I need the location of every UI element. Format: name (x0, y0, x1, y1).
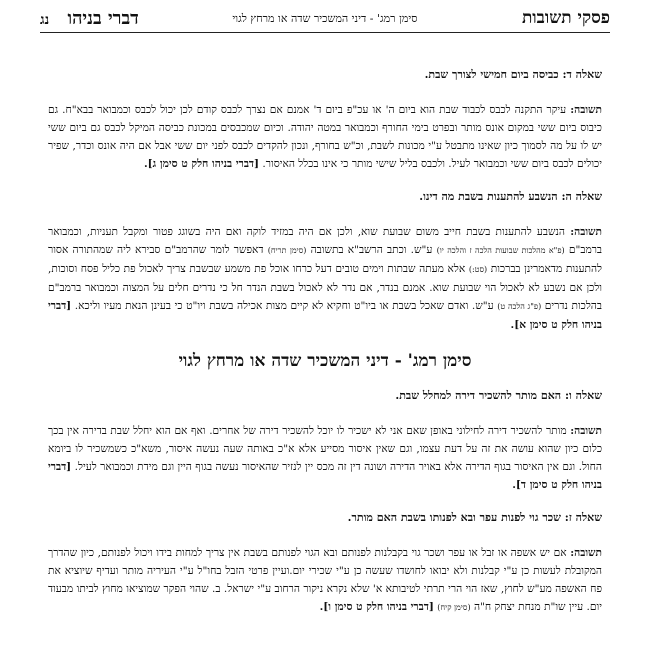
source-citation: (סט:) (468, 265, 488, 274)
running-header (40, 6, 610, 33)
answer-6-text: מותר להשכיר דירה לחילוני באופן שאם אני לא ישכיר לו יוכל להשכיר דירה של אחרים. ואף אם הוא יחלל שבת בדירה אין בכך כלום כיון שהוא עושה את זה על דעת עצמו, וגם שאין איסור מסייע אלא א"כ באותה שעה נעשה איסור, משא"כ כשמשכיר לו ביומא החול. וגם אין האיסור בגוף הדירה אלא באויר הדירה ושונה דין זה מכס יין לנזיר שהאיסור נעשה בגוף היין וגם מידת וכמבואר לעיל. (48, 425, 602, 473)
answer-6-reference: [דברי בניהו חלק ט סימן ד]. (48, 461, 602, 491)
answer-4 (48, 101, 602, 173)
book-title: דברי בניהו (67, 8, 139, 29)
answer-4-text: עיקר התקנה לכבס לכבוד שבת הוא ביום ה' או עכ"פ ביום ד' אמנם אם נצרך לכבס קודם לכן יכול לכבס וכמבואר בבא"ח. גם כיבוס ביום ששי במקום אונס מותר ובפרט בימי החורף וכמבואר במטה יהודה. וכיום שמכבסים במכונת כביסה המיקל לכבס גם ביום ששי יש לו על מה לסמוך כיון שאינו מתבטל ע"י מכונות לשבת, וכ"ש בחורף, ונכון להקדים לכבס לפני יום ששי אבל אם היה אונס וכדר, שפיר יכולים לכבס ביום ששי וכמבואר לעיל. ולכבס בליל שישי מותר כי אינו בכלל האיסור. (48, 104, 602, 170)
answer-7 (48, 544, 602, 617)
answer-5-text-b: ע"ש. וכתב הרשב"א בתשובה (310, 244, 433, 256)
question-4: שאלה ד: כביסה ביום חמישי לצורך שבת. (424, 68, 602, 81)
answer-6 (48, 422, 602, 494)
answer-7-text: אם יש אשפה או זבל או עפר ושכר גוי בקבלנות לפנותם ובא הגוי לפנותם בשבת אין צריך למחות בידו ויכול לפנותם, כיון שהדרך המקובלת לעשות כן ע"י קבלנות ולא יבואו לחושדו שעשה כן ע"י שכירי יום.ועיין פרטי הזבל בחו"ל ע"י העיריה מותר ועדיף שיוציא את פח האשפה מע"ש לחוץ, שאז הוי הרי תרתי לטיבותא א' שלא נקרא ניקור הרחוב ע"י ישראל. ב. שהוי הפקר שמוציאו מחוץ לביתו מבעוד יום. עיין שו"ת מנחת יצחק ח"ה (48, 547, 602, 613)
source-citation: (פ"ג הלכה ט) (497, 302, 542, 311)
question-7: שאלה ז: שכר גוי לפנות עפר ובא לפנותו בשבת האם מותר. (347, 511, 602, 524)
answer-4-reference: [דברי בניהו חלק ט סימן ג]. (143, 158, 260, 170)
section-title: סימן רמג' - דיני המשכיר שדה או מרחץ לגוי (178, 351, 472, 371)
source-citation: (סימן קיח) (437, 603, 471, 612)
question-5: שאלה ה: הנשבע להתענות בשבת מה דינו. (419, 190, 602, 203)
answer-label: תשובה: (570, 104, 602, 116)
answer-7-reference: [דברי בניהו חלק ט סימן ו]. (319, 601, 434, 613)
answer-label: תשובה: (570, 425, 603, 437)
question-6: שאלה ו: האם מותר להשכיר דירה למחלל שבת. (395, 389, 602, 402)
header-right-title: פסקי תשובות (521, 8, 610, 28)
answer-5-text-e: ע"ש. ואדם שאכל בשבת או ביו"ט וחקיא לא קיים מצות אכילה בשבת ויו"ט כי בעינן הנאת מעיו וליכא. (74, 300, 494, 312)
answer-label: תשובה: (570, 226, 602, 238)
page-number: נג (40, 12, 50, 28)
answer-5-text-d: אלא מעתה שבתות וימים טובים דעל כרחו אוכל פת משמע שבשבת צריך לאכול פת כליל פסח וסוכות, ולכן אם נשבע לא לאכול הוי שבועת שוא. אמנם בנדר, אם נדר לא לאכול בשבת הנדר חל כי נדרים חלים על המצוה וכמבואר ברמב"ם בהלכות נדרים (48, 263, 602, 312)
answer-5-reference: [דברי בניהו חלק ט סימן א]. (48, 300, 602, 331)
chapter-running-title: סימן רמג' - דיני המשכיר שדה או מרחץ לגוי (232, 12, 418, 25)
answer-5-text-c: דאפשר לומר שהרמב"ם סבירא ליה שמהתורה אסור להתענות מדאמרינן בברכות (48, 244, 602, 275)
source-citation: (סימן תריח) (267, 246, 307, 255)
source-citation: (פ"א מהלכות שבועות הלכה ז והלכה יו) (436, 246, 565, 255)
answer-label: תשובה: (570, 547, 602, 559)
answer-5 (48, 223, 602, 334)
page-body (48, 68, 602, 634)
answer-5-text-a: הנשבע להתענות בשבת חייב משום שבועת שוא, ולכן אם היה במזיד לוקה ואם היה בשוגג פטור ומקבל תעניות, וכמבואר ברמב"ם (48, 226, 603, 256)
